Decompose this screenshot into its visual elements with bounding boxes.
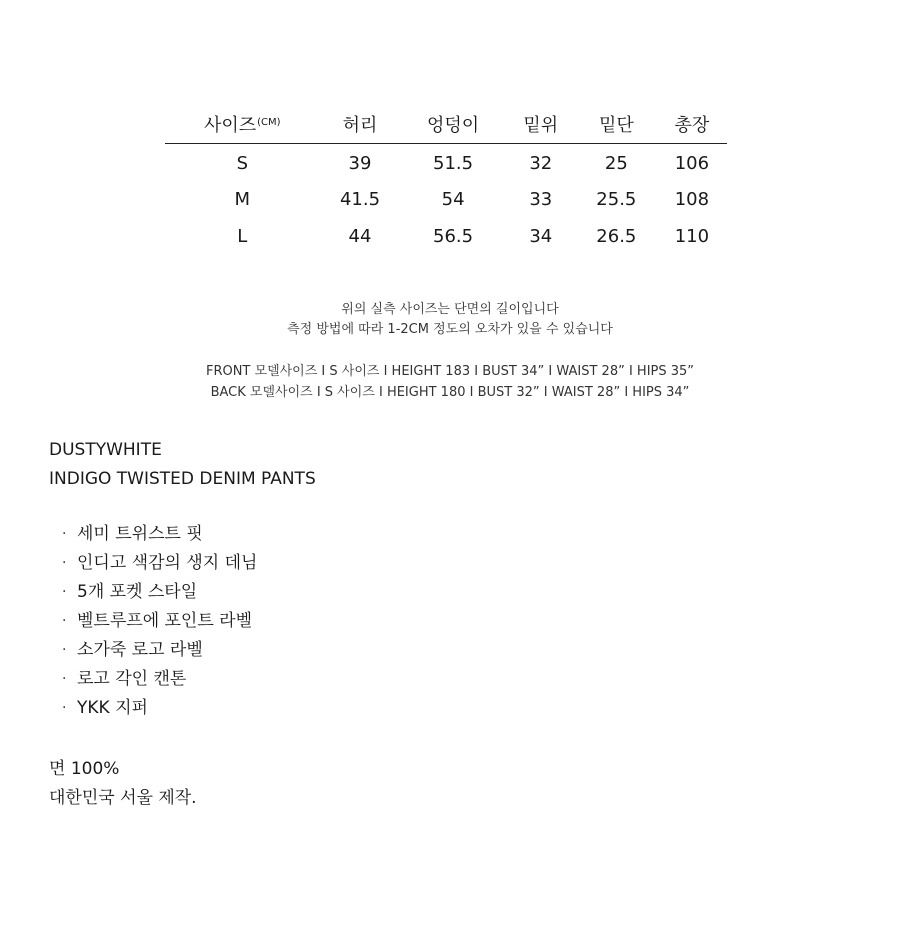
table-cell: 34 xyxy=(529,226,553,248)
model-info xyxy=(0,361,900,403)
feature-text: 로고 각인 캔톤 xyxy=(77,669,187,689)
header-waist: 허리 xyxy=(342,115,378,137)
list-item xyxy=(62,636,257,665)
list-item xyxy=(62,578,257,607)
product-heading xyxy=(49,436,316,494)
table-cell: 56.5 xyxy=(433,226,474,248)
bullet-icon: · xyxy=(62,671,67,687)
table-cell: 25.5 xyxy=(596,188,637,210)
header-rise: 밑위 xyxy=(523,115,559,137)
list-item xyxy=(62,520,257,549)
table-cell: M xyxy=(234,188,251,210)
bullet-icon: · xyxy=(62,526,67,542)
table-cell: 33 xyxy=(529,188,553,210)
measurement-notes xyxy=(0,300,900,340)
feature-text: 인디고 색감의 생지 데님 xyxy=(77,553,258,573)
bullet-icon: · xyxy=(62,613,67,629)
header-length: 총장 xyxy=(674,115,710,137)
header-size: 사이즈$^{(CM)}$ xyxy=(203,115,281,137)
product-color: DUSTYWHITE xyxy=(49,440,162,460)
feature-text: 소가죽 로고 라벨 xyxy=(77,640,203,660)
material-info xyxy=(49,755,197,813)
table-cell: L xyxy=(237,226,248,248)
country-of-origin: 대한민국 서울 제작. xyxy=(49,788,197,808)
size-table xyxy=(165,110,727,256)
table-cell: 39 xyxy=(348,152,372,174)
table-cell: 26.5 xyxy=(596,226,637,248)
list-item xyxy=(62,665,257,694)
measurement-note: 측정 방법에 따라 1-2CM 정도의 오차가 있을 수 있습니다 xyxy=(287,322,613,337)
model-info-front: FRONT 모델사이즈 I S 사이즈 I HEIGHT 183 I BUST 34” I WAIST 28” I HIPS 35” xyxy=(205,364,695,379)
table-cell: 54 xyxy=(441,188,465,210)
feature-text: 5개 포켓 스타일 xyxy=(77,582,198,602)
header-hem: 밑단 xyxy=(598,115,634,137)
table-cell: 106 xyxy=(674,152,710,174)
bullet-icon: · xyxy=(62,584,67,600)
table-cell: 25 xyxy=(604,152,628,174)
table-row xyxy=(165,181,727,219)
table-cell: 110 xyxy=(674,226,710,248)
model-info-back: BACK 모델사이즈 I S 사이즈 I HEIGHT 180 I BUST 32” I WAIST 28” I HIPS 34” xyxy=(210,385,690,400)
feature-text: YKK 지퍼 xyxy=(77,698,148,718)
product-name: INDIGO TWISTED DENIM PANTS xyxy=(49,469,316,489)
table-cell: 41.5 xyxy=(339,188,381,210)
list-item xyxy=(62,607,257,636)
measurement-note: 위의 실측 사이즈는 단면의 길이입니다 xyxy=(341,302,559,317)
table-row xyxy=(165,218,727,256)
bullet-icon: · xyxy=(62,700,67,716)
list-item xyxy=(62,694,257,723)
unit-label: (CM) xyxy=(257,117,281,129)
feature-text: 세미 트위스트 핏 xyxy=(77,524,203,544)
fabric-composition: 면 100% xyxy=(49,759,120,779)
size-table-header xyxy=(165,110,727,143)
list-item xyxy=(62,549,257,578)
table-cell: 44 xyxy=(348,226,372,248)
table-cell: 32 xyxy=(529,152,553,174)
bullet-icon: · xyxy=(62,555,67,571)
table-cell: S xyxy=(236,152,248,174)
header-hip: 엉덩이 xyxy=(426,115,480,137)
table-cell: 108 xyxy=(674,188,710,210)
feature-text: 벨트루프에 포인트 라벨 xyxy=(77,611,253,631)
bullet-icon: · xyxy=(62,642,67,658)
feature-list xyxy=(62,520,257,723)
table-cell: 51.5 xyxy=(433,152,474,174)
table-row xyxy=(165,143,727,181)
